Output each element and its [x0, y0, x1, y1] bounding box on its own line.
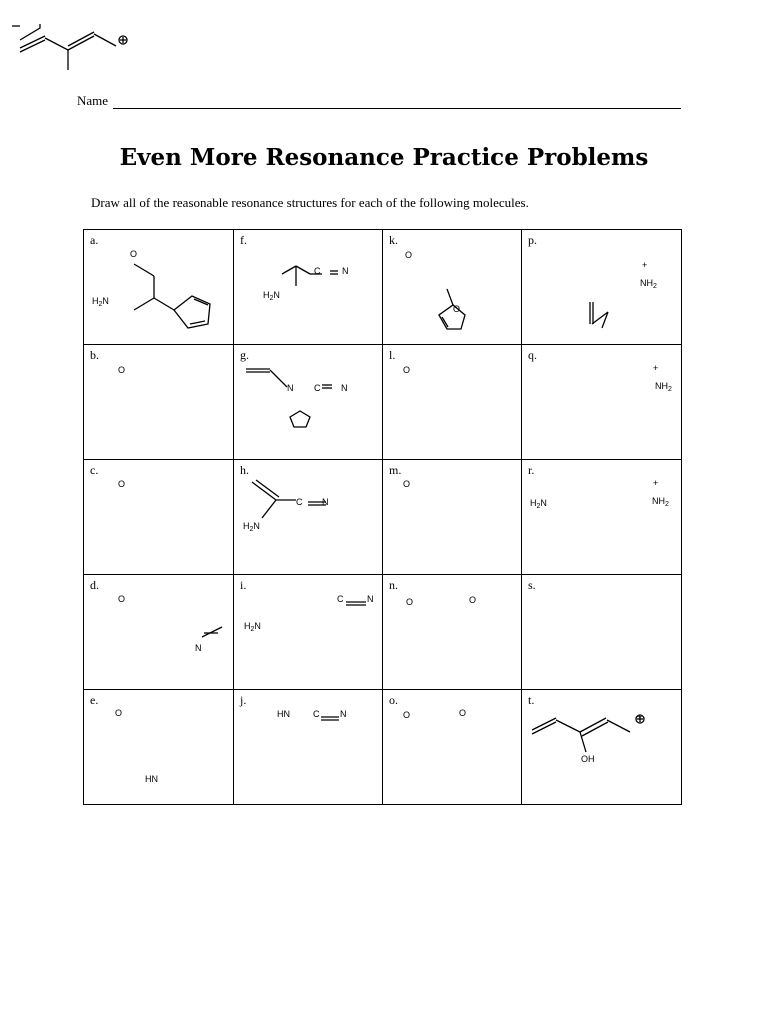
atom-label: $H_2N$ — [244, 621, 261, 633]
molecule-h-drawing — [242, 478, 352, 528]
problem-label: s. — [528, 578, 536, 592]
problem-cell-k[interactable] — [383, 230, 522, 345]
problem-cell-f[interactable] — [234, 230, 383, 345]
atom-label: C — [296, 497, 303, 507]
problem-cell-s[interactable] — [522, 575, 682, 690]
problem-label: c. — [90, 463, 99, 477]
atom-label: $NH_2$ — [655, 381, 672, 393]
problem-grid — [83, 229, 682, 805]
atom-label: $H_2N$ — [92, 296, 109, 308]
problem-label: a. — [90, 233, 99, 247]
atom-label: C — [314, 383, 321, 393]
atom-label: O — [403, 710, 411, 720]
name-label: Name — [77, 93, 109, 108]
charge-symbol: + — [637, 712, 643, 722]
molecule-p-drawing — [582, 294, 622, 334]
problem-cell-r[interactable] — [522, 460, 682, 575]
atom-label: $H_2N$ — [263, 290, 280, 302]
problem-cell-q[interactable] — [522, 345, 682, 460]
atom-label: HN — [277, 709, 290, 719]
atom-label: C — [314, 266, 321, 276]
problem-cell-i[interactable] — [234, 575, 383, 690]
atom-label: OH — [581, 754, 595, 764]
atom-label: O — [118, 365, 126, 375]
atom-label: O — [130, 249, 138, 259]
atom-label: N — [340, 709, 347, 719]
atom-label: O — [403, 479, 411, 489]
problem-cell-t[interactable] — [522, 690, 682, 805]
charge-symbol: + — [653, 478, 659, 488]
atom-label: O — [118, 594, 126, 604]
problem-label: q. — [528, 348, 537, 362]
atom-label: N — [287, 383, 294, 393]
atom-label: O — [403, 365, 411, 375]
atom-label: N — [367, 594, 374, 604]
problem-label: h. — [240, 463, 249, 477]
problem-label: l. — [389, 348, 396, 362]
atom-label: O — [115, 708, 123, 718]
atom-label: C — [313, 709, 320, 719]
problem-cell-o[interactable] — [383, 690, 522, 805]
problem-label: k. — [389, 233, 398, 247]
problem-label: p. — [528, 233, 537, 247]
molecule-t-drawing — [528, 706, 658, 756]
problem-label: b. — [90, 348, 99, 362]
atom-label: O — [405, 250, 413, 260]
molecule-k-drawing — [433, 285, 473, 340]
problem-label: t. — [528, 693, 535, 707]
atom-label: N — [342, 266, 349, 276]
problem-label: j. — [240, 693, 247, 707]
problem-label: m. — [389, 463, 402, 477]
problem-cell-j[interactable] — [234, 690, 383, 805]
problem-cell-c[interactable] — [84, 460, 234, 575]
charge-symbol: + — [653, 363, 659, 373]
molecule-j-drawing — [321, 714, 343, 722]
problem-cell-a[interactable] — [84, 230, 234, 345]
name-field-line[interactable] — [113, 108, 681, 109]
problem-cell-e[interactable] — [84, 690, 234, 805]
problem-cell-l[interactable] — [383, 345, 522, 460]
atom-label: O — [469, 595, 477, 605]
atom-label: O — [118, 479, 126, 489]
problem-label: n. — [389, 578, 398, 592]
problem-label: o. — [389, 693, 398, 707]
atom-label: $NH_2$ — [640, 278, 657, 290]
molecule-f-drawing — [274, 260, 364, 310]
molecule-a-drawing — [114, 258, 224, 338]
atom-label: N — [341, 383, 348, 393]
problem-cell-m[interactable] — [383, 460, 522, 575]
atom-label: C — [337, 594, 344, 604]
atom-label: O — [459, 708, 467, 718]
problem-label: i. — [240, 578, 247, 592]
instructions: Draw all of the reasonable resonance structures for each of the following molecules. — [91, 195, 529, 210]
problem-cell-n[interactable] — [383, 575, 522, 690]
molecule-d-drawing — [200, 623, 230, 643]
atom-label: $H_2N$ — [530, 498, 547, 510]
problem-cell-d[interactable] — [84, 575, 234, 690]
atom-label: HN — [145, 774, 158, 784]
problem-label: f. — [240, 233, 247, 247]
problem-cell-b[interactable] — [84, 345, 234, 460]
problem-label: d. — [90, 578, 99, 592]
atom-label: N — [322, 497, 329, 507]
charge-symbol: + — [642, 260, 648, 270]
problem-cell-h[interactable] — [234, 460, 383, 575]
problem-label: g. — [240, 348, 249, 362]
molecule-i-drawing — [346, 599, 370, 607]
problem-cell-g[interactable] — [234, 345, 383, 460]
atom-label: $NH_2$ — [652, 496, 669, 508]
atom-label: $H_2N$ — [243, 521, 260, 533]
problem-cell-p[interactable] — [522, 230, 682, 345]
page-title: Even More Resonance Practice Problems — [119, 144, 649, 171]
atom-label: O — [453, 304, 461, 314]
problem-label: e. — [90, 693, 99, 707]
atom-label: N — [195, 643, 202, 653]
problem-label: r. — [528, 463, 535, 477]
molecule-g-drawing — [242, 355, 352, 435]
top-structure-drawing — [10, 18, 140, 78]
atom-label: O — [406, 597, 414, 607]
